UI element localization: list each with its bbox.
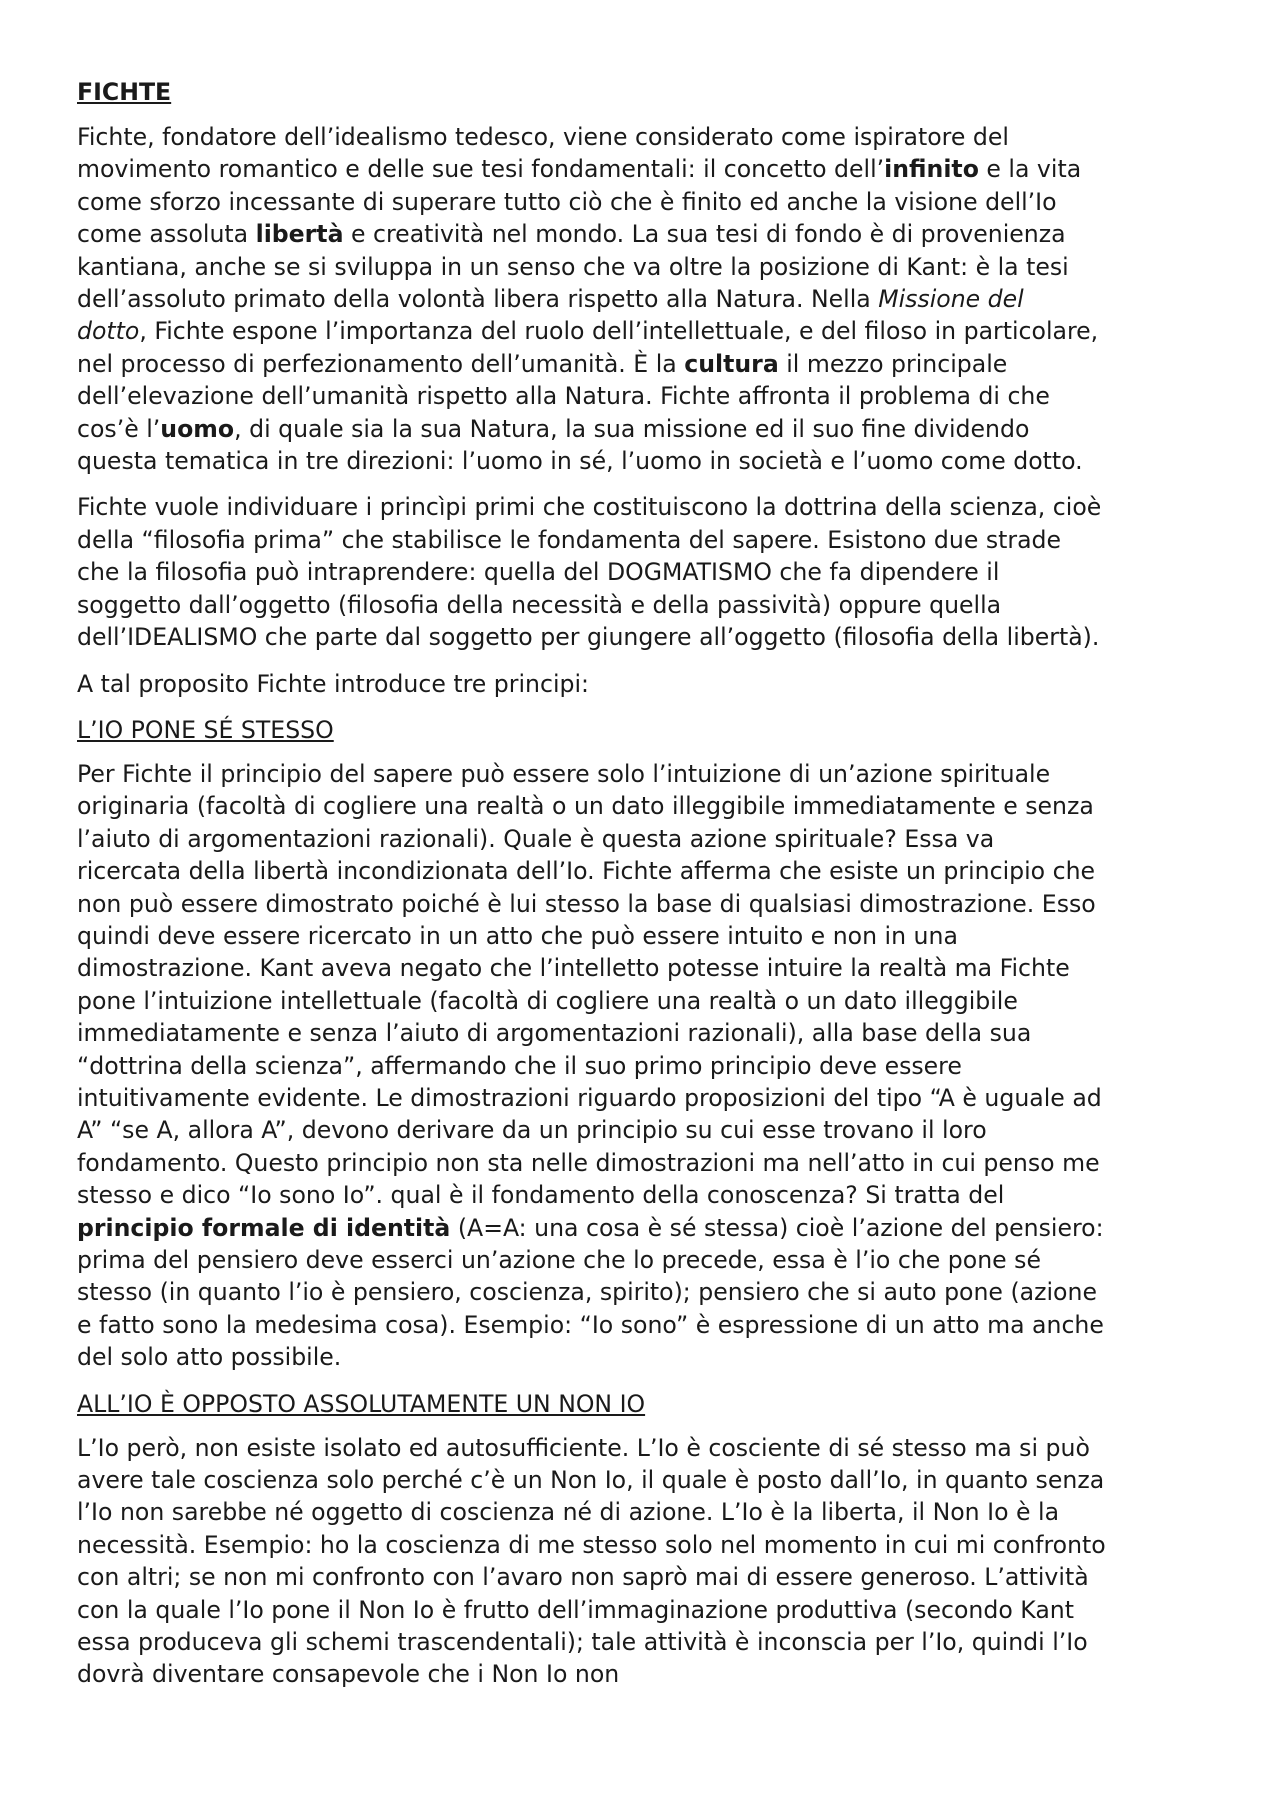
text-line: e fatto sono la medesima cosa). Esempio: “Io sono” è espressione di un atto ma anche xyxy=(77,1310,1104,1339)
text-line: quindi deve essere ricercato in un atto che può essere intuito e non in una xyxy=(77,921,958,950)
bold-term-uomo: uomo xyxy=(160,414,235,443)
text-line: dimostrazione. Kant aveva negato che l’intelletto potesse intuire la realtà ma Fichte xyxy=(77,954,1070,983)
text-line: con la quale l’Io pone il Non Io è frutto dell’immaginazione produttiva (secondo Kant xyxy=(77,1595,1074,1624)
text-line: del solo atto possibile. xyxy=(77,1343,342,1372)
text-line: kantiana, anche se si sviluppa in un senso che va oltre la posizione di Kant: è la tesi xyxy=(77,252,1069,281)
section-heading-io: L’IO PONE SÉ STESSO xyxy=(77,715,334,744)
paragraph-intro xyxy=(77,121,1204,477)
text-line: pone l’intuizione intellettuale (facoltà di cogliere una realtà o un dato illeggibile xyxy=(77,986,1018,1015)
text-line: prima del pensiero deve esserci un’azione che lo precede, essa è l’io che pone sé xyxy=(77,1246,1041,1274)
text-line: stesso (in quanto l’io è pensiero, coscienza, spirito); pensiero che si auto pone (azione xyxy=(77,1278,1097,1307)
text-line: ricercata della libertà incondizionata dell’Io. Fichte afferma che esiste un principio che xyxy=(77,857,1096,886)
bold-term-principio-identita: principio formale di identità xyxy=(77,1213,451,1242)
text-line: della “filosofia prima” che stabilisce le fondamenta del sapere. Esistono due strade xyxy=(77,525,1062,554)
text-line: stesso e dico “Io sono Io”. qual è il fondamento della conoscenza? Si tratta del xyxy=(77,1181,1005,1210)
text-line: dotto, Fichte espone l’importanza del ruolo dell’intellettuale, e del filoso in particolare, xyxy=(77,317,1099,346)
text-line: “dottrina della scienza”, affermando che il suo primo principio deve essere xyxy=(77,1051,962,1080)
text-line: Per Fichte il principio del sapere può essere solo l’intuizione di un’azione spirituale xyxy=(77,759,1051,788)
text-line: dell’assoluto primato della volontà libera rispetto alla Natura. Nella Missione del xyxy=(77,285,1024,314)
text-line: essa produceva gli schemi trascendentali); tale attività è inconscia per l’Io, quindi l’Io xyxy=(77,1628,1088,1657)
italic-work-title: dotto xyxy=(77,317,140,346)
text-line: fondamento. Questo principio non sta nelle dimostrazioni ma nell’atto in cui penso me xyxy=(77,1148,1100,1177)
text-line: dell’elevazione dell’umanità rispetto alla Natura. Fichte affronta il problema di che xyxy=(77,382,1050,411)
text-line: intuitivamente evidente. Le dimostrazioni riguardo proposizioni del tipo “A è uguale ad xyxy=(77,1083,1102,1112)
bold-term-cultura: cultura xyxy=(684,349,779,378)
section-heading-non-io: ALL’IO È OPPOSTO ASSOLUTAMENTE UN NON IO xyxy=(77,1389,646,1418)
text-line: l’aiuto di argomentazioni razionali). Quale è questa azione spirituale? Essa va xyxy=(77,824,995,853)
text-line: l’Io non sarebbe né oggetto di coscienza né di azione. L’Io è la liberta, il Non Io è la xyxy=(77,1498,1060,1527)
text-line: nel processo di perfezionamento dell’umanità. È la cultura il mezzo principale xyxy=(77,349,1008,378)
paragraph-principi: A tal proposito Fichte introduce tre principi: xyxy=(77,669,589,698)
bold-term-liberta: libertà xyxy=(255,220,344,249)
text-line: avere tale coscienza solo perché c’è un Non Io, il quale è posto dall’Io, in quanto senza xyxy=(77,1466,1105,1495)
text-line: che la filosofia può intraprendere: quella del DOGMATISMO che fa dipendere il xyxy=(77,558,1000,587)
text-line: originaria (facoltà di cogliere una realtà o un dato illeggibile immediatamente e senza xyxy=(77,792,1094,821)
text-line: principio formale di identità (A=A: una cosa è sé stessa) cioè l’azione del pensiero: xyxy=(77,1213,1104,1242)
text-line: immediatamente e senza l’aiuto di argomentazioni razionali), alla base della sua xyxy=(77,1019,1032,1048)
paragraph-dottrina xyxy=(77,491,1204,653)
text-line: non può essere dimostrato poiché è lui stesso la base di qualsiasi dimostrazione. Esso xyxy=(77,889,1096,918)
text-line: cos’è l’uomo, di quale sia la sua Natura, la sua missione ed il suo fine dividendo xyxy=(77,414,1030,443)
text-line: Fichte vuole individuare i princìpi primi che costituiscono la dottrina della scienza, cioè xyxy=(77,493,1102,522)
text-line: questa tematica in tre direzioni: l’uomo in sé, l’uomo in società e l’uomo come dotto. xyxy=(77,447,1083,476)
text-line: dell’IDEALISMO che parte dal soggetto per giungere all’oggetto (filosofia della libertà). xyxy=(77,623,1100,652)
text-line: A” “se A, allora A”, devono derivare da un principio su cui esse trovano il loro xyxy=(77,1116,987,1145)
text-line: come assoluta libertà e creatività nel mondo. La sua tesi di fondo è di provenienza xyxy=(77,220,1066,249)
text-line: movimento romantico e delle sue tesi fondamentali: il concetto dell’infinito e la vita xyxy=(77,155,1082,184)
text-line: L’Io però, non esiste isolato ed autosufficiente. L’Io è cosciente di sé stesso ma si può xyxy=(77,1433,1090,1462)
paragraph-non-io xyxy=(77,1432,1204,1691)
text-line: dovrà diventare consapevole che i Non Io non xyxy=(77,1660,620,1689)
text-line: come sforzo incessante di superare tutto ciò che è finito ed anche la visione dell’Io xyxy=(77,187,1057,216)
italic-work-title: Missione del xyxy=(878,285,1024,314)
text-line: necessità. Esempio: ho la coscienza di me stesso solo nel momento in cui mi confronto xyxy=(77,1530,1106,1559)
bold-term-infinito: infinito xyxy=(884,155,979,184)
paragraph-io-pone xyxy=(77,758,1204,1374)
text-line: soggetto dall’oggetto (filosofia della necessità e della passività) oppure quella xyxy=(77,590,1002,619)
document-title: FICHTE xyxy=(77,78,172,106)
text-line: con altri; se non mi confronto con l’avaro non saprò mai di essere generoso. L’attività xyxy=(77,1563,1089,1592)
text-line: Fichte, fondatore dell’idealismo tedesco, viene considerato come ispiratore del xyxy=(77,123,1009,151)
